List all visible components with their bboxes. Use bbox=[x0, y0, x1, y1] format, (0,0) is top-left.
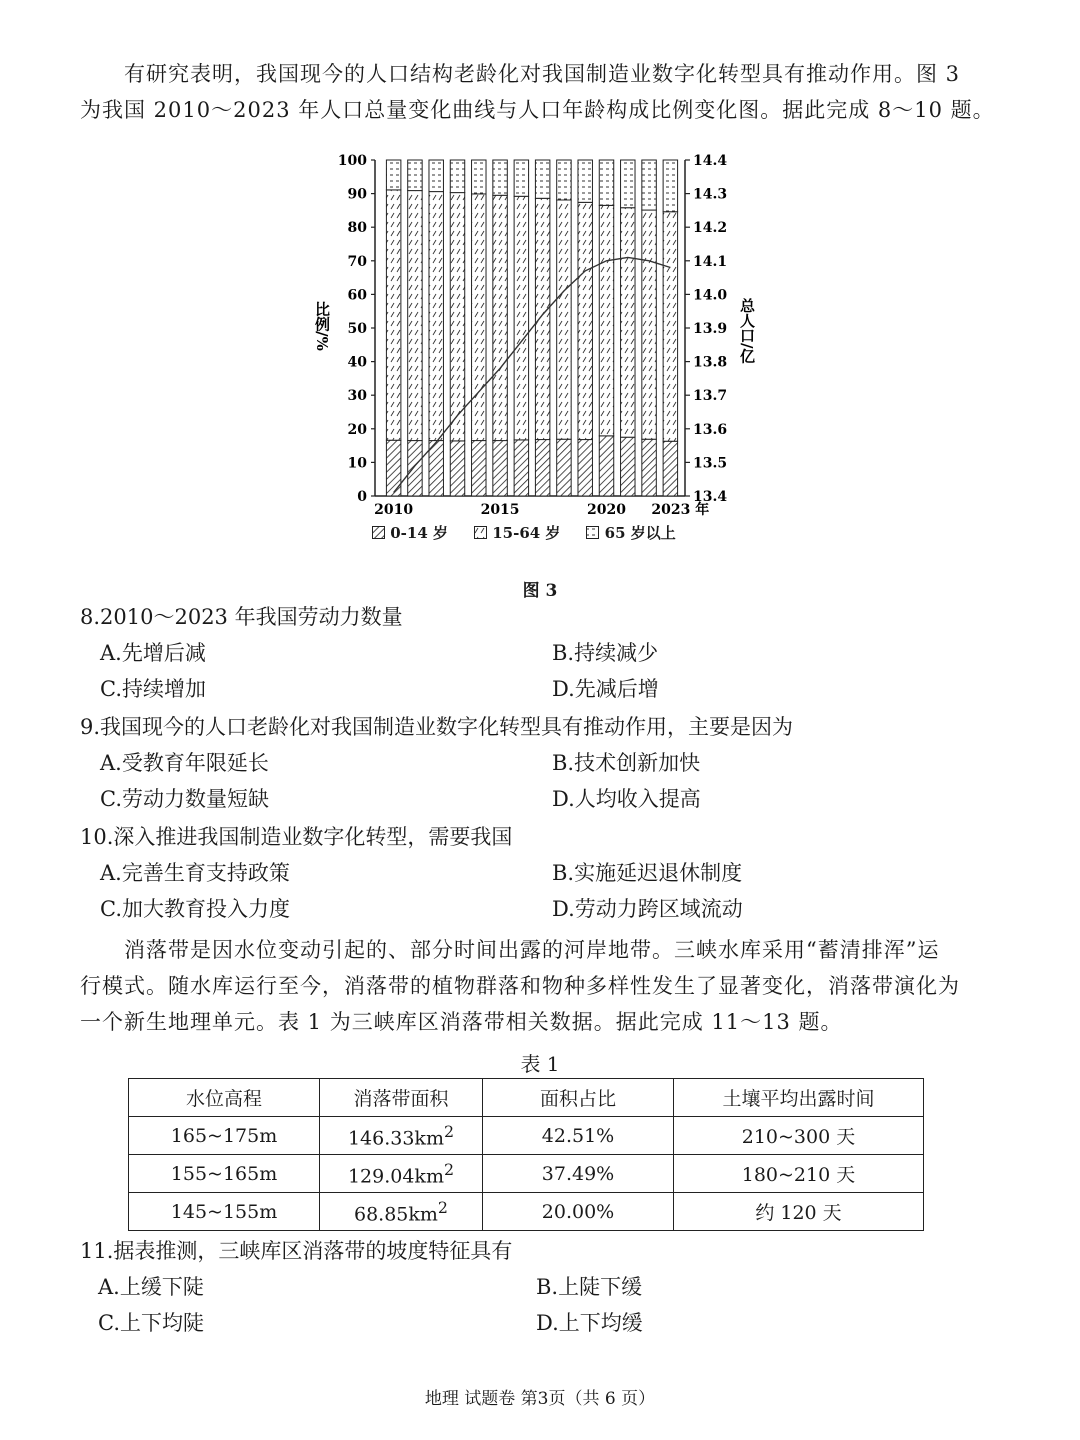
q8-stem: 8.2010～2023 年我国劳动力数量 bbox=[80, 605, 403, 629]
q8-option-d[interactable]: D.先减后增 bbox=[552, 677, 659, 701]
left-tick-label: 40 bbox=[347, 354, 367, 371]
area-value: 68.85km bbox=[353, 1203, 438, 1226]
table-cell-area bbox=[320, 1193, 483, 1231]
intro-2-line-1: 消落带是因水位变动引起的、部分时间出露的河岸地带。三峡水库采用“蓄清排浑”运 bbox=[124, 938, 940, 962]
legend-working-swatch bbox=[474, 526, 487, 539]
bar-segment-15-64 bbox=[557, 200, 571, 439]
right-tick-label: 13.5 bbox=[693, 455, 728, 472]
page-footer: 地理 试题卷 第3页（共 6 页） bbox=[424, 1389, 656, 1409]
bar-segment-0-14 bbox=[642, 439, 656, 496]
right-tick-label: 14.0 bbox=[693, 287, 728, 304]
bar-segment-0-14 bbox=[621, 437, 635, 496]
table-row bbox=[129, 1155, 924, 1193]
bar-segment-65-plus bbox=[450, 160, 464, 193]
bar-segment-0-14 bbox=[450, 441, 464, 496]
bar-segment-0-14 bbox=[514, 440, 528, 496]
intro-1-line-2: 为我国 2010～2023 年人口总量变化曲线与人口年龄构成比例变化图。据此完成 8～10 题。 bbox=[80, 98, 995, 122]
bar-segment-15-64 bbox=[450, 193, 464, 441]
legend-young bbox=[372, 522, 448, 543]
bar-segment-15-64 bbox=[535, 198, 549, 439]
bar-segment-15-64 bbox=[408, 191, 422, 441]
q8-option-a[interactable]: A.先增后减 bbox=[100, 641, 206, 665]
left-tick-label: 50 bbox=[347, 321, 367, 337]
bar-segment-15-64 bbox=[663, 212, 677, 441]
bar-segment-65-plus bbox=[386, 160, 400, 190]
q10-option-c[interactable]: C.加大教育投入力度 bbox=[100, 897, 290, 921]
bar-segment-65-plus bbox=[663, 160, 677, 212]
table-cell-area bbox=[320, 1117, 483, 1155]
left-tick-label: 90 bbox=[347, 186, 367, 203]
left-tick-label: 70 bbox=[347, 253, 367, 270]
q11-stem: 11.据表推测，三峡库区消落带的坡度特征具有 bbox=[80, 1239, 513, 1263]
left-tick-label: 20 bbox=[347, 421, 367, 438]
bar-segment-65-plus bbox=[472, 160, 486, 194]
bar-segment-65-plus bbox=[578, 160, 592, 202]
right-tick-label: 13.6 bbox=[693, 421, 728, 438]
bar-segment-0-14 bbox=[429, 441, 443, 496]
bar-segment-0-14 bbox=[386, 440, 400, 496]
table-cell-share: 20.00% bbox=[483, 1193, 674, 1231]
table-cell-share: 42.51% bbox=[483, 1117, 674, 1155]
q9-option-a[interactable]: A.受教育年限延长 bbox=[100, 751, 269, 775]
bar-segment-65-plus bbox=[642, 160, 656, 210]
left-tick-label: 30 bbox=[347, 388, 367, 405]
figure-caption: 图 3 bbox=[522, 581, 558, 601]
bar-segment-15-64 bbox=[642, 210, 656, 439]
right-tick-label: 14.4 bbox=[693, 153, 728, 169]
bar-segment-15-64 bbox=[514, 196, 528, 440]
q10-option-b[interactable]: B.实施延迟退休制度 bbox=[552, 861, 743, 885]
population-chart bbox=[300, 148, 760, 553]
left-tick-label: 100 bbox=[337, 153, 367, 169]
bar-segment-65-plus bbox=[599, 160, 613, 205]
x-tick-label: 2020 bbox=[587, 502, 626, 518]
left-tick-label: 80 bbox=[347, 220, 367, 237]
bar-segment-0-14 bbox=[663, 441, 677, 496]
bar-segment-15-64 bbox=[386, 190, 400, 440]
bar-segment-0-14 bbox=[535, 440, 549, 496]
bar-segment-0-14 bbox=[578, 440, 592, 496]
bar-segment-65-plus bbox=[535, 160, 549, 198]
legend-elderly-swatch bbox=[586, 526, 599, 539]
legend-young-swatch bbox=[372, 526, 385, 539]
q9-option-c[interactable]: C.劳动力数量短缺 bbox=[100, 787, 269, 811]
bar-segment-0-14 bbox=[493, 441, 507, 496]
table-cell-share: 37.49% bbox=[483, 1155, 674, 1193]
table-header: 面积占比 bbox=[483, 1079, 674, 1117]
q10-option-d[interactable]: D.劳动力跨区域流动 bbox=[552, 897, 743, 921]
figure-3 bbox=[300, 148, 760, 553]
area-unit-sup: 2 bbox=[443, 1159, 455, 1179]
right-tick-label: 14.1 bbox=[693, 253, 728, 270]
table-cell-level: 155~165m bbox=[129, 1155, 320, 1193]
bar-segment-15-64 bbox=[472, 194, 486, 441]
bar-segment-0-14 bbox=[557, 439, 571, 496]
table-header: 消落带面积 bbox=[320, 1079, 483, 1117]
table-row bbox=[129, 1117, 924, 1155]
table-1 bbox=[128, 1078, 924, 1231]
bar-segment-0-14 bbox=[599, 436, 613, 496]
bar-segment-65-plus bbox=[621, 160, 635, 208]
bar-segment-15-64 bbox=[621, 208, 635, 437]
bar-segment-15-64 bbox=[578, 202, 592, 439]
q9-stem: 9.我国现今的人口老龄化对我国制造业数字化转型具有推动作用，主要是因为 bbox=[80, 715, 794, 739]
area-value: 129.04km bbox=[347, 1165, 444, 1188]
bar-segment-65-plus bbox=[429, 160, 443, 192]
area-unit-sup: 2 bbox=[437, 1197, 448, 1217]
legend-young-label: 0-14 岁 bbox=[390, 524, 448, 542]
right-tick-label: 13.4 bbox=[693, 489, 728, 505]
left-tick-label: 10 bbox=[347, 455, 367, 472]
q10-option-a[interactable]: A.完善生育支持政策 bbox=[100, 861, 290, 885]
intro-2-line-2: 行模式。随水库运行至今，消落带的植物群落和物种多样性发生了显著变化，消落带演化为 bbox=[80, 974, 960, 998]
legend-elderly bbox=[586, 522, 675, 543]
q11-option-c[interactable]: C.上下均陡 bbox=[98, 1311, 204, 1335]
q8-option-c[interactable]: C.持续增加 bbox=[100, 677, 206, 701]
table-header: 土壤平均出露时间 bbox=[674, 1079, 924, 1117]
q9-option-d[interactable]: D.人均收入提高 bbox=[552, 787, 701, 811]
table-cell-area bbox=[320, 1155, 483, 1193]
bar-segment-0-14 bbox=[472, 441, 486, 496]
right-tick-label: 13.8 bbox=[693, 354, 728, 371]
intro-paragraph-1 bbox=[80, 56, 1000, 128]
bar-segment-15-64 bbox=[429, 192, 443, 441]
left-tick-label: 60 bbox=[347, 287, 367, 304]
intro-paragraph-2 bbox=[80, 932, 1000, 1040]
right-axis-label: 总人口/亿 bbox=[738, 298, 756, 364]
bar-segment-15-64 bbox=[493, 195, 507, 440]
right-tick-label: 14.3 bbox=[693, 186, 728, 203]
right-tick-label: 13.9 bbox=[693, 321, 728, 337]
table-cell-time: 约 120 天 bbox=[674, 1193, 924, 1231]
q9-option-b[interactable]: B.技术创新加快 bbox=[552, 751, 701, 775]
left-tick-label: 0 bbox=[357, 489, 367, 505]
q11-option-a[interactable]: A.上缓下陡 bbox=[98, 1275, 204, 1299]
area-value: 146.33km bbox=[347, 1127, 444, 1150]
area-unit-sup: 2 bbox=[443, 1121, 455, 1141]
right-tick-label: 13.7 bbox=[693, 388, 728, 405]
bar-segment-65-plus bbox=[557, 160, 571, 200]
intro-2-line-3: 一个新生地理单元。表 1 为三峡库区消落带相关数据。据此完成 11～13 题。 bbox=[80, 1010, 843, 1034]
intro-1-line-1: 有研究表明，我国现今的人口结构老龄化对我国制造业数字化转型具有推动作用。图 3 bbox=[124, 62, 961, 86]
table-cell-level: 165~175m bbox=[129, 1117, 320, 1155]
table-caption: 表 1 bbox=[520, 1052, 560, 1076]
q11-option-d[interactable]: D.上下均缓 bbox=[536, 1311, 643, 1335]
bar-segment-0-14 bbox=[408, 441, 422, 496]
bar-segment-65-plus bbox=[493, 160, 507, 195]
q11-option-b[interactable]: B.上陡下缓 bbox=[536, 1275, 643, 1299]
bar-segment-65-plus bbox=[408, 160, 422, 191]
table-header-row bbox=[129, 1079, 924, 1117]
q10-stem: 10.深入推进我国制造业数字化转型，需要我国 bbox=[80, 825, 513, 849]
legend-working-label: 15-64 岁 bbox=[492, 524, 561, 542]
left-axis-label: 比例/% bbox=[313, 301, 331, 351]
table-cell-level: 145~155m bbox=[129, 1193, 320, 1231]
x-tick-label: 2023 年 bbox=[651, 502, 710, 518]
x-tick-label: 2010 bbox=[374, 502, 414, 518]
x-tick-label: 2015 bbox=[480, 502, 520, 518]
legend-working bbox=[474, 522, 560, 543]
table-row bbox=[129, 1193, 924, 1231]
legend-elderly-label: 65 岁以上 bbox=[604, 524, 676, 542]
bar-segment-15-64 bbox=[599, 205, 613, 435]
table-cell-time: 180~210 天 bbox=[674, 1155, 924, 1193]
bar-segment-65-plus bbox=[514, 160, 528, 196]
chart-legend bbox=[372, 522, 692, 543]
right-tick-label: 14.2 bbox=[693, 220, 728, 237]
table-cell-time: 210~300 天 bbox=[674, 1117, 924, 1155]
q8-option-b[interactable]: B.持续减少 bbox=[552, 641, 659, 665]
table-header: 水位高程 bbox=[129, 1079, 320, 1117]
